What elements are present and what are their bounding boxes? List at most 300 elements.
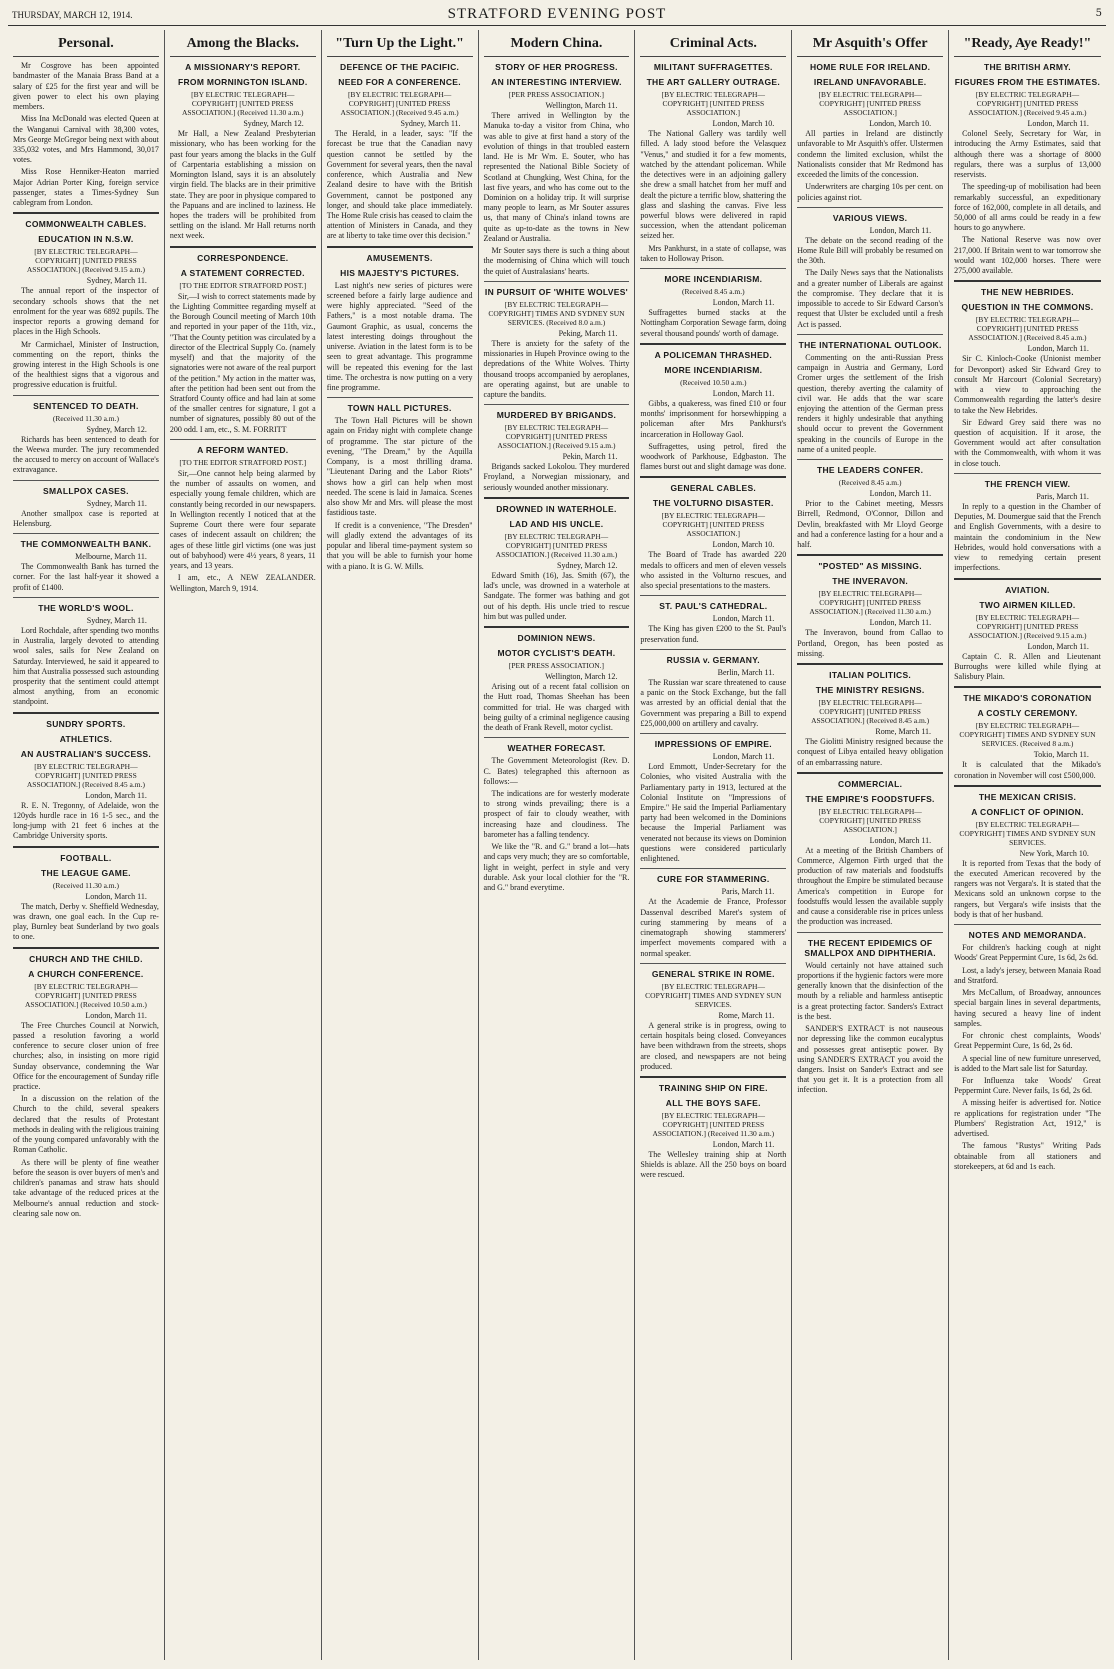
article	[327, 246, 473, 394]
article-subhead: THE MIKADO'S CORONATION	[963, 693, 1092, 704]
article-subhead: THE RECENT EPIDEMICS OF SMALLPOX AND DIPHTHERIA.	[804, 937, 936, 958]
article-paragraph: I am, etc., A NEW ZEALANDER. Wellington, March 9, 1914.	[169, 573, 316, 593]
article-divider	[484, 626, 630, 628]
article	[954, 686, 1101, 780]
dateline: London, March 11.	[1027, 641, 1089, 651]
article-paragraph: Mrs McCallum, of Broadway, announces special bargain lines in several departments, having secured a heavy line of indent samples.	[954, 988, 1101, 1028]
article	[13, 846, 159, 943]
news-column	[635, 30, 792, 1660]
article	[640, 1076, 786, 1181]
article-divider	[797, 554, 943, 556]
dateline: London, March 11.	[712, 1139, 775, 1149]
article-divider	[13, 846, 159, 848]
article-divider	[484, 737, 630, 738]
page-number: 5	[1095, 8, 1102, 19]
article-divider	[327, 397, 473, 398]
issue-date: THURSDAY, MARCH 12, 1914.	[12, 10, 133, 20]
article	[640, 595, 786, 644]
article-subhead: ATHLETICS.	[59, 733, 113, 744]
article	[797, 334, 943, 455]
article	[954, 62, 1101, 276]
article-subhead: AVIATION.	[1005, 584, 1050, 595]
wire-credit: [TO THE EDITOR STRATFORD POST.]	[179, 280, 307, 290]
article-subhead: TRAINING SHIP ON FIRE.	[658, 1082, 768, 1093]
article	[13, 212, 159, 390]
article-paragraph: At a meeting of the British Chambers of Commerce, Algernon Firth urged that the production of raw materials and foodstuffs throughout the Empire be stimulated because America's competition in Europe for foodstuffs would lessen the available supply and cause a considerable rise in prices unless the production was increased.	[797, 845, 944, 927]
dateline: London, March 11.	[869, 225, 932, 235]
article-subhead: STORY OF HER PROGRESS.	[495, 62, 618, 73]
wire-credit: (Received 8.45 a.m.)	[681, 287, 745, 297]
article-divider	[797, 663, 943, 665]
dateline: London, March 11.	[869, 489, 932, 499]
wire-credit: [BY ELECTRIC TELEGRAPH—COPYRIGHT] [UNITED PRESS ASSOCIATION.]	[661, 511, 765, 539]
dateline: Tokio, March 11.	[1033, 750, 1089, 760]
article-subhead: COMMONWEALTH CABLES.	[25, 219, 147, 230]
article-divider	[954, 686, 1101, 688]
article-paragraph: The Herald, in a leader, says: "If the forecast be true that the Canadian navy question cannot be settled by the Government for several years, then the naval conference, which Australia and New Zealand desire to have with the British Government, cannot be postponed any longer, and should take place immediately. The Home Rule crisis has ceased to claim the attention of Ministers in Canada, and they are at liberty to take time over this decision."	[326, 129, 473, 241]
article-subhead: SENTENCED TO DEATH.	[33, 400, 139, 411]
article-paragraph: For chronic chest complaints, Woods' Great Peppermint Cure, 1s 6d, 2s 6d.	[954, 1031, 1101, 1051]
wire-credit: [BY ELECTRIC TELEGRAPH—COPYRIGHT] [UNITED PRESS ASSOCIATION.] (Received 9.45 a.m.)	[340, 90, 459, 118]
article	[797, 932, 943, 1096]
wire-credit: [PER PRESS ASSOCIATION.]	[508, 90, 605, 100]
article-subhead: LAD AND HIS UNCLE.	[509, 518, 604, 529]
article-paragraph: A special line of new furniture unreserved, is added to the Mart sale list for Saturday.	[954, 1053, 1101, 1073]
article-subhead: THE BRITISH ARMY.	[984, 62, 1071, 73]
article-subhead: THE MEXICAN CRISIS.	[978, 791, 1077, 802]
dateline: Sydney, March 12.	[243, 119, 304, 129]
article-divider	[640, 1076, 786, 1078]
article-subhead: THE INTERNATIONAL OUTLOOK.	[798, 339, 942, 350]
article-paragraph: Mr Carmichael, Minister of Instruction, commenting on the report, thinks the growing interest in the High Schools is one of the healthiest signs that a vigorous and progressive education is fruitful.	[13, 339, 159, 390]
article-paragraph: The Daily News says that the Nationalists and a greater number of Liberals are against the compromise. They declare that it is impossible to accede to Sir Edward Carson's request that Ulster be excluded until a fresh Act is passed.	[797, 268, 944, 329]
article-paragraph: We like the "R. and G." brand a lot—hats and caps very much; they are so comfortable, light in weight, perfect in style and very durable. Ask your local clothier for the "R. and G." brand everytime.	[483, 842, 630, 893]
article-divider	[797, 932, 943, 933]
article-paragraph: Sir C. Kinloch-Cooke (Unionist member for Devonport) asked Sir Edward Grey to consult Mr Harcourt (Colonial Secretary) with a view to approaching the Commonwealth regarding the latter's desire to take the New Hebrides.	[954, 354, 1101, 415]
article-paragraph: Captain C. R. Allen and Lieutenant Burroughs were killed while flying at Salisbury Plain.	[954, 651, 1101, 682]
article-subhead: THE WORLD'S WOOL.	[38, 602, 134, 613]
article	[797, 62, 943, 203]
wire-credit: [BY ELECTRIC TELEGRAPH—COPYRIGHT] [UNITED PRESS ASSOCIATION.]	[818, 90, 922, 118]
article	[327, 62, 473, 242]
article-divider	[170, 439, 316, 440]
article-divider	[13, 395, 159, 396]
wire-credit: [BY ELECTRIC TELEGRAPH—COPYRIGHT] [UNITED PRESS ASSOCIATION.] (Received 9.15 a.m.)	[968, 612, 1087, 640]
article-paragraph: The Commonwealth Bank has turned the corner. For the last half-year it showed a profit of £1400.	[13, 562, 159, 592]
dateline: London, March 11.	[869, 835, 932, 845]
article-paragraph: Suffragettes, using petrol, fired the woodwork of Parkhouse, Edgbaston. The flames burst out and slight damage was done.	[640, 441, 787, 472]
column-heading: Personal.	[13, 30, 159, 57]
dateline: Pekin, March 11.	[562, 452, 618, 462]
article-paragraph: Richards has been sentenced to death for the Weewa murder. The jury recommended the accused to mercy on account of Wallace's extravagance.	[13, 434, 159, 475]
news-columns	[8, 30, 1106, 1660]
article-subhead: DEFENCE OF THE PACIFIC.	[340, 62, 460, 73]
article	[954, 578, 1101, 683]
article-subhead: HIS MAJESTY'S PICTURES.	[340, 267, 460, 278]
article-subhead: THE LEADERS CONFER.	[816, 465, 924, 476]
article-subhead: MURDERED BY BRIGANDS.	[496, 410, 617, 421]
dateline: Paris, March 11.	[1036, 491, 1089, 501]
article-paragraph: It is calculated that the Mikado's coronation in November will cost £500,000.	[954, 760, 1101, 780]
article-subhead: FOOTBALL.	[60, 852, 112, 863]
article-subhead: THE EMPIRE'S FOODSTUFFS.	[805, 793, 935, 804]
article-paragraph: The National Gallery was tardily well filled. A lady stood before the Velasquez "Venus," and studied it for a few moments, watched by the attendant policeman. While the detectives were in an adjoining gallery she drew a small hatchet from her muff and dealt the picture a terrific blow, shattering the glass and slashing the canvas. Five less powerful blows were delivered in rapid succession, when the attendant policeman seized her.	[640, 129, 787, 241]
article-subhead: SMALLPOX CASES.	[43, 485, 129, 496]
news-column	[479, 30, 636, 1660]
wire-credit: [TO THE EDITOR STRATFORD POST.]	[179, 457, 307, 467]
article-subhead: CURE FOR STAMMERING.	[657, 874, 770, 885]
article-subhead: A POLICEMAN THRASHED.	[654, 349, 773, 360]
masthead	[8, 4, 1106, 26]
article-paragraph: Lost, a lady's jersey, between Manaia Road and Stratford.	[954, 965, 1101, 985]
article-paragraph: The indications are for westerly moderate to strong winds prevailing; there is a prospect of fair to cloudy weather, with increasing haze and cloudiness. The barometer has a falling tendency.	[483, 789, 630, 839]
article-subhead: VARIOUS VIEWS.	[832, 212, 908, 223]
article	[13, 947, 159, 1219]
article-paragraph: Sir,—I wish to correct statements made by the Lighting Committee regarding myself at the Borough Council meeting of March 10th and reported in your paper of the 11th, viz., "That the County petition was circulated by a director of the Electrical Supply Co. (namely myself) and that the majority of the signatories were not aware of the real purport of the petition." My action in the matter was, after the petition had been sent out from the Stratford County office and had lain at some of the smaller centres for signature, I got a number of signatures, possibly 80 out of the 200 odd. I am, etc., S. M. FORRITT	[169, 291, 316, 434]
wire-credit: [BY ELECTRIC TELEGRAPH—COPYRIGHT] [UNITED PRESS ASSOCIATION.] (Received 8.45 a.m.)	[811, 698, 930, 726]
article-paragraph: Prior to the Cabinet meeting, Messrs Birrell, Redmond, O'Connor, Dillon and Devlin, breakfasted with Mr Lloyd George and had a conference lasting for a hour and a half.	[797, 499, 944, 550]
article-paragraph: Another smallpox case is reported at Helensburg.	[13, 508, 159, 528]
dateline: Sydney, March 11.	[86, 615, 147, 625]
article	[484, 281, 630, 400]
column-heading: "Turn Up the Light."	[327, 30, 473, 57]
article-paragraph: The Board of Trade has awarded 220 medals to officers and men of eleven vessels who assisted in the Volturno rescues, and also special presentations to the masters.	[640, 550, 787, 591]
article-divider	[13, 947, 159, 949]
article	[13, 597, 159, 708]
column-heading: "Ready, Aye Ready!"	[954, 30, 1101, 57]
wire-credit: [PER PRESS ASSOCIATION.]	[508, 661, 605, 671]
article-paragraph: The debate on the second reading of the Home Rule Bill will probably be resumed on the 30th.	[797, 235, 944, 266]
article	[327, 397, 473, 572]
wire-credit: [BY ELECTRIC TELEGRAPH—COPYRIGHT] [UNITED PRESS ASSOCIATION.] (Received 11.30 a.m.)	[181, 90, 304, 118]
article	[954, 785, 1101, 920]
article-divider	[954, 578, 1101, 580]
newspaper-title: STRATFORD EVENING POST	[447, 6, 667, 22]
article-subhead: CHURCH AND THE CHILD.	[29, 953, 143, 964]
article	[797, 663, 943, 768]
article-divider	[13, 212, 159, 214]
dateline: London, March 11.	[85, 891, 147, 901]
article	[640, 476, 786, 591]
article-divider	[640, 268, 786, 269]
article-subhead: TOWN HALL PICTURES.	[347, 403, 452, 414]
article	[13, 712, 159, 842]
article-divider	[13, 597, 159, 598]
article	[954, 924, 1101, 1172]
dateline: Sydney, March 12.	[86, 424, 147, 434]
article-divider	[640, 963, 786, 964]
article-subhead: IRELAND UNFAVORABLE.	[813, 77, 927, 88]
article-paragraph: The annual report of the inspector of secondary schools shows that the net enrolment for the year was 6892 pupils. The inspector reports a growing demand for places in the High Schools.	[13, 286, 159, 337]
article	[13, 61, 159, 208]
article	[484, 626, 630, 733]
article-paragraph: Lord Rochdale, after spending two months in Australia, largely devoted to attending wool sales, sails for New Zealand on Saturday. Interviewed, he said it appeared to him that Australia possessed such astounding prosperity that the sentiment could attempt almost anything, from an economic standpoint.	[13, 625, 159, 707]
article	[640, 343, 786, 473]
column-heading: Mr Asquith's Offer	[797, 30, 943, 57]
article	[797, 459, 943, 550]
article-divider	[327, 246, 473, 248]
article-paragraph: Miss Ina McDonald was elected Queen at the Wanganui Carnival with 38,300 votes, Mrs George McGregor being next with about 335,032 votes, and Mrs Hammond, 30,017 votes.	[13, 114, 159, 165]
article	[640, 649, 786, 729]
wire-credit: (Received 11.30 a.m.)	[52, 413, 119, 423]
article-paragraph: Last night's new series of pictures were screened before a fairly large audience and were highly appreciated. "Seed of the Fathers," is a most notable drama. The Gaumont Graphic, as usual, concerns the latest interesting doings throughout the universe. Aviation in the latest form is to be seen to great advantage. This programme will be repeated this evening for the last time. The orchestra is now putting on a very fine programme.	[326, 280, 473, 393]
wire-credit: [BY ELECTRIC TELEGRAPH—COPYRIGHT] [UNITED PRESS ASSOCIATION.]	[818, 806, 922, 834]
article	[954, 280, 1101, 469]
wire-credit: [BY ELECTRIC TELEGRAPH—COPYRIGHT] [UNITED PRESS ASSOCIATION.] (Received 9.45 a.m.)	[968, 90, 1087, 118]
article-subhead: FROM MORNINGTON ISLAND.	[178, 77, 308, 88]
article-paragraph: Mr Hall, a New Zealand Presbyterian missionary, who has been working for the past four years among the blacks in the Gulf of Carpentaria establishing a mission on Mornington Island, says it is an absolutely virgin field. The blacks are in their primitive state. They are poor in physique compared to the Papuans and are inclined to laziness. He hopes the traders will be prohibited from settling on the island. Mr Hall returns north next week.	[169, 129, 316, 241]
dateline: Berlin, March 11.	[717, 667, 775, 677]
article-subhead: A COSTLY CEREMONY.	[977, 708, 1078, 719]
article-paragraph: SANDER'S EXTRACT is not nauseous nor depressing like the common eucalyptus and possesses great antiseptic power. By using SANDER'S EXTRACT you avoid the dangers. Insist on Sander's Extract and see that you get it. It is a protection from all infection.	[797, 1024, 944, 1095]
article-subhead: EDUCATION IN N.S.W.	[38, 234, 134, 245]
article-divider	[954, 280, 1101, 282]
article-paragraph: Miss Rose Henniker-Heaton married Major Adrian Porter King, foreign service passenger, states a Times-Sydney Sun cablegram from London.	[13, 167, 159, 208]
news-column	[8, 30, 165, 1660]
dateline: Melbourne, March 11.	[75, 552, 147, 562]
article-divider	[640, 595, 786, 596]
wire-credit: [BY ELECTRIC TELEGRAPH—COPYRIGHT] TIMES AND SYDNEY SUN SERVICES.	[959, 819, 1096, 847]
article-divider	[797, 334, 943, 335]
article-divider	[13, 533, 159, 534]
article-subhead: THE NEW HEBRIDES.	[981, 287, 1074, 298]
article-paragraph: There arrived in Wellington by the Manuka to-day a visitor from China, who was able to give at first hand a story of the evolution of things in that troubled eastern land. He is Mr Wm. E. Souter, who has represented the National Bible Society of Scotland at Chungking, West China, for the last five years, and who has come out to the Dominion on a holiday trip. It will surprise many people to learn, as Mr Souter assures us, that many of China's inland towns are quite as up-to-date as the towns in New Zealand or Australia.	[483, 111, 630, 243]
article-subhead: THE MINISTRY RESIGNS.	[815, 685, 925, 696]
dateline: London, March 10.	[712, 540, 775, 550]
article-subhead: THE INVERAVON.	[832, 576, 909, 587]
article-subhead: THE COMMONWEALTH BANK.	[20, 539, 152, 550]
dateline: London, March 11.	[712, 614, 775, 624]
article-divider	[797, 207, 943, 208]
article	[640, 62, 786, 264]
article-subhead: MORE INCENDIARISM.	[664, 364, 763, 375]
article-subhead: A STATEMENT CORRECTED.	[180, 267, 305, 278]
article-paragraph: The Free Churches Council at Norwich, passed a resolution favoring a world conference to secure closer union of free churches; also, in insisting on more rigid Sunday observance, condemning the War Office for the encouragement of Sunday rifle practice.	[13, 1020, 159, 1091]
dateline: Paris, March 11.	[721, 887, 775, 897]
wire-credit: [BY ELECTRIC TELEGRAPH—COPYRIGHT] [UNITED PRESS ASSOCIATION.] (Received 10.50 a.m.)	[24, 981, 147, 1009]
dateline: London, March 11.	[85, 790, 147, 800]
wire-credit: [BY ELECTRIC TELEGRAPH—COPYRIGHT] TIMES AND SYDNEY SUN SERVICES. (Received 8 a.m.)	[959, 721, 1096, 749]
news-column	[165, 30, 322, 1660]
article-subhead: THE VOLTURNO DISASTER.	[652, 498, 774, 509]
article	[797, 207, 943, 330]
article	[484, 497, 630, 622]
article-paragraph: R. E. N. Tregonny, of Adelaide, won the 120yds hurdle race in 16 1-5 sec., and the long-jump with 21 feet 6 inches at the Cambridge University sports.	[13, 800, 159, 841]
article-subhead: IN PURSUIT OF 'WHITE WOLVES'	[484, 286, 628, 297]
article	[797, 772, 943, 928]
article-subhead: QUESTION IN THE COMMONS.	[961, 302, 1094, 313]
column-heading: Among the Blacks.	[170, 30, 316, 57]
article-subhead: "POSTED" AS MISSING.	[818, 561, 922, 572]
wire-credit: [BY ELECTRIC TELEGRAPH—COPYRIGHT] [UNITED PRESS ASSOCIATION.] (Received 8.45 a.m.)	[968, 315, 1087, 343]
column-heading: Criminal Acts.	[640, 30, 786, 57]
article	[640, 733, 786, 864]
wire-credit: (Received 10.50 a.m.)	[680, 377, 747, 387]
dateline: Rome, March 11.	[718, 1010, 775, 1020]
dateline: Sydney, March 12.	[557, 560, 618, 570]
article-divider	[13, 712, 159, 714]
article-paragraph: The Wellesley training ship at North Shields is ablaze. All the 250 boys on board were rescued.	[640, 1149, 787, 1180]
article-divider	[13, 480, 159, 481]
article-subhead: MILITANT SUFFRAGETTES.	[653, 62, 773, 73]
article-subhead: NOTES AND MEMORANDA.	[968, 930, 1087, 941]
article	[13, 480, 159, 529]
article	[640, 268, 786, 339]
article-subhead: ST. PAUL'S CATHEDRAL.	[659, 601, 768, 612]
article-paragraph: In a discussion on the relation of the Church to the child, several speakers declared that the results of Protestant methods in dealing with the religious training of the young compared unfavorably with the Roman Catholic.	[13, 1094, 159, 1155]
article-subhead: DROWNED IN WATERHOLE.	[496, 503, 617, 514]
article-divider	[954, 785, 1101, 787]
wire-credit: [BY ELECTRIC TELEGRAPH—COPYRIGHT] [UNITED PRESS ASSOCIATION.] (Received 11.30 a.m.)	[495, 531, 618, 559]
article-divider	[797, 772, 943, 774]
article-subhead: THE ART GALLERY OUTRAGE.	[646, 77, 781, 88]
dateline: London, March 11.	[1027, 119, 1089, 129]
article-subhead: GENERAL CABLES.	[670, 483, 757, 494]
article-subhead: THE FRENCH VIEW.	[984, 478, 1071, 489]
article-paragraph: Colonel Seely, Secretary for War, in introducing the Army Estimates, said that although there was a shortage of 8000 regulars, there was a surplus of 13,000 reservists.	[954, 129, 1101, 180]
dateline: London, March 11.	[869, 618, 932, 628]
article-subhead: NEED FOR A CONFERENCE.	[338, 77, 461, 88]
dateline: Wellington, March 12.	[545, 672, 618, 682]
article-subhead: COMMERCIAL.	[838, 778, 903, 789]
article-subhead: MORE INCENDIARISM.	[664, 274, 763, 285]
column-heading: Modern China.	[484, 30, 630, 57]
dateline: London, March 10.	[869, 119, 932, 129]
article-divider	[640, 343, 786, 345]
article	[13, 533, 159, 593]
article-subhead: GENERAL STRIKE IN ROME.	[651, 968, 775, 979]
article-divider	[640, 733, 786, 734]
article-paragraph: It is reported from Texas that the body of the executed American recovered by the rangers was not Vergara's. It is stated that the Mexicans sold an unknown corpse to the rangers, but Vergara's wife insists that the body is that of her husband.	[954, 858, 1101, 919]
article	[170, 246, 316, 435]
news-column	[949, 30, 1106, 1660]
article-paragraph: Lord Emmott, Under-Secretary for the Colonies, who visited Australia with the Parliamentary party in 1913, lectured at the Colonial Institute on "Impressions of Empire." He said the Imperial Parliamentary party had been welcomed in the Dominions because the Imperial Parliament was venerated not because its views on Dominion questions were considered particularly enlightened.	[640, 762, 787, 864]
wire-credit: (Received 11.30 a.m.)	[52, 880, 119, 890]
article	[640, 868, 786, 958]
article-subhead: TWO AIRMEN KILLED.	[979, 599, 1076, 610]
article-subhead: ALL THE BOYS SAFE.	[665, 1097, 761, 1108]
article-divider	[954, 924, 1101, 925]
wire-credit: [BY ELECTRIC TELEGRAPH—COPYRIGHT] TIMES AND SYDNEY SUN SERVICES.	[645, 981, 782, 1009]
article-paragraph: For children's hacking cough at night Woods' Great Peppermint Cure, 1s 6d, 2s 6d.	[954, 943, 1101, 963]
article-paragraph: At the Academie de France, Professor Dassenval described Maret's system of curing stammering by means of a cinematograph showing stammerers' imperfect movements compared with a normal speaker.	[640, 897, 787, 958]
article-paragraph: Mrs Pankhurst, in a state of collapse, was taken to Holloway Prison.	[640, 243, 787, 263]
wire-credit: [BY ELECTRIC TELEGRAPH—COPYRIGHT] [UNITED PRESS ASSOCIATION.] (Received 11.30 a.m.)	[652, 1110, 775, 1138]
article-paragraph: The famous "Rustys" Writing Pads obtainable from all stationers and storekeepers, at 6d and 1s each.	[954, 1141, 1101, 1171]
article-paragraph: As there will be plenty of fine weather before the season is over buyers of men's and children's panamas and straw hats should take advantage of the reduced prices at the Melbourne's annual reduction and stock-clearing sale now on.	[13, 1157, 159, 1218]
article-paragraph: The Inveravon, bound from Callao to Portland, Oregon, has been posted as missing.	[797, 628, 944, 658]
article-subhead: IMPRESSIONS OF EMPIRE.	[654, 739, 772, 750]
article-paragraph: The Town Hall Pictures will be shown again on Friday night with complete change of programme. The star picture of the evening, "The Dream," by the Aquilla Company, is a most thrilling drama. "Lieutenant Daring and the Labor Riots" shows how a girl can help when most needed. The scene is laid in Jamaica. Scenes also show Mr and Mrs. will please the most fastidious taste.	[326, 416, 473, 518]
dateline: Wellington, March 11.	[545, 101, 618, 111]
article	[170, 62, 316, 242]
article-divider	[484, 497, 630, 499]
dateline: London, March 11.	[1027, 344, 1089, 354]
dateline: London, March 11.	[712, 752, 775, 762]
dateline: London, March 10.	[712, 119, 775, 129]
article	[484, 737, 630, 893]
article-paragraph: Mr Souter says there is such a thing about the modernising of China which will touch the quiet of Australasians' hearts.	[483, 246, 630, 276]
article-divider	[797, 459, 943, 460]
article-subhead: HOME RULE FOR IRELAND.	[809, 62, 931, 73]
article-subhead: AMUSEMENTS.	[366, 252, 433, 263]
dateline: Rome, March 11.	[875, 727, 932, 737]
article-paragraph: A missing heifer is advertised for. Notice re applications for registration under "The Plumbers' Registration Act, 1912," is advertised.	[954, 1098, 1101, 1139]
article-paragraph: There is anxiety for the safety of the missionaries in Hupeh Province owing to the depredations of the White Wolves. Thirty thousand troops accompanied by aeroplanes, are operating against, but are unable to capture the bandits.	[483, 338, 630, 400]
article-subhead: THE LEAGUE GAME.	[41, 867, 131, 878]
article-paragraph: Commenting on the anti-Russian Press campaign in Austria and Germany, Lord Cromer urges the settlement of the Irish question, thereby averting the calamity of civil war. He adds that the war scare enjoying the attention of the German press renders it highly undesirable that anything should occur to prevent the Government speaking in the councils of Europe in the name of a united people.	[797, 352, 944, 454]
article-paragraph: Edward Smith (16), Jas. Smith (67), the lad's uncle, was drowned in a waterhole at Sandgate. The former was bathing and got out of his depth. His uncle tried to rescue him but was pulled under.	[483, 570, 630, 621]
article-divider	[640, 476, 786, 478]
wire-credit: (Received 8.45 a.m.)	[838, 478, 902, 488]
article-paragraph: Arising out of a recent fatal collision on the Hutt road, Thomas Sheehan has been committed for trial. He was charged with being guilty of a criminal negligence causing the death of Frank Revell, motor cyclist.	[483, 682, 630, 733]
article-paragraph: The King has given £200 to the St. Paul's preservation fund.	[640, 624, 787, 644]
article-paragraph: The Russian war scare threatened to cause a panic on the Stock Exchange, but the fall was arrested by an official denial that the Government was preparing a Bill to expend £25,000,000 on artillery and cavalry.	[640, 677, 787, 728]
article-paragraph: Sir,—One cannot help being alarmed by the number of assaults on women, and especially young female children, which are constantly being recorded in our newspapers. In Wellington recently I noticed that at the Supreme Court there were four separate cases of indecent assault on children; the ages of these little girl victims (one was just out of babyhood) were 4½ years, 8 years, 11 years, and 13 years.	[169, 468, 316, 571]
article-subhead: RUSSIA v. GERMANY.	[666, 654, 760, 665]
article-subhead: FIGURES FROM THE ESTIMATES.	[954, 77, 1101, 88]
article-divider	[640, 649, 786, 650]
article-subhead: ITALIAN POLITICS.	[829, 670, 912, 681]
article-divider	[484, 404, 630, 405]
article-paragraph: The Government Meteorologist (Rev. D. C. Bates) telegraphed this afternoon as follows:—	[483, 756, 630, 786]
article-subhead: CORRESPONDENCE.	[197, 252, 289, 263]
article	[954, 473, 1101, 574]
wire-credit: [BY ELECTRIC TELEGRAPH—COPYRIGHT] [UNITED PRESS ASSOCIATION.] (Received 11.30 a.m.)	[809, 589, 931, 617]
article-divider	[484, 281, 630, 282]
dateline: New York, March 10.	[1019, 848, 1089, 858]
article-paragraph: The speeding-up of mobilisation had been remarkably successful, an expeditionary force of 162,000, complete in all details, and 50,000 of all arms could be ready in a few hours to go anywhere.	[954, 182, 1101, 233]
article-paragraph: For Influenza take Woods' Great Peppermint Cure. Never fails, 1s 6d, 2s 6d.	[954, 1075, 1101, 1096]
dateline: London, March 11.	[712, 298, 775, 308]
wire-credit: [BY ELECTRIC TELEGRAPH—COPYRIGHT] TIMES AND SYDNEY SUN SERVICES. (Received 8.0 a.m.)	[488, 299, 625, 327]
dateline: Peking, March 11.	[558, 328, 618, 338]
wire-credit: [BY ELECTRIC TELEGRAPH—COPYRIGHT] [UNITED PRESS ASSOCIATION.] (Received 8.45 a.m.)	[26, 761, 145, 789]
article	[797, 554, 943, 659]
article-paragraph: The National Reserve was now over 217,000. If Britain went to war tomorrow she would want 102,000 horses. There were 275,000 available.	[954, 235, 1101, 276]
article-paragraph: Would certainly not have attained such proportions if the hygienic factors were more generally known that the disinfection of the mouth by a reliable and harmless antiseptic is a great protecting factor. Sanders's Extract is the best.	[797, 960, 944, 1021]
wire-credit: [BY ELECTRIC TELEGRAPH—COPYRIGHT] [UNITED PRESS ASSOCIATION.] (Received 9.15 a.m.)	[26, 247, 145, 275]
article	[640, 963, 786, 1072]
article-paragraph: In reply to a question in the Chamber of Deputies, M. Doumergue said that the French and English Governments, with a desire to maintain the condominium in the New Hebrides, would hold conversations with a view to remedying certain present imperfections.	[954, 501, 1101, 573]
dateline: Sydney, March 11.	[86, 498, 147, 508]
dateline: Sydney, March 11.	[400, 119, 461, 129]
article-divider	[170, 246, 316, 248]
article-subhead: A CONFLICT OF OPINION.	[971, 806, 1084, 817]
article	[13, 395, 159, 476]
article-paragraph: Gibbs, a quakeress, was fined £10 or four months' imprisonment for horsewhipping a policeman after Mrs Pankhurst's incarceration in Holloway Gaol.	[640, 398, 787, 439]
article	[170, 439, 316, 594]
wire-credit: [BY ELECTRIC TELEGRAPH—COPYRIGHT] [UNITED PRESS ASSOCIATION.] (Received 9.15 a.m.)	[497, 423, 616, 451]
article-paragraph: A general strike is in progress, owing to certain hospitals being closed. Conveyances have been withdrawn from the streets, shops are closed, and newspapers are not being produced.	[640, 1020, 787, 1071]
news-column	[792, 30, 949, 1660]
article	[484, 404, 630, 493]
dateline: London, March 11.	[85, 1010, 147, 1020]
article-subhead: AN INTERESTING INTERVIEW.	[491, 77, 622, 88]
article-divider	[640, 868, 786, 869]
article-subhead: SUNDRY SPORTS.	[46, 718, 126, 729]
article-subhead: A MISSIONARY'S REPORT.	[185, 62, 301, 73]
article	[484, 62, 630, 277]
article-paragraph: Suffragettes burned stacks at the Nottingham Corporation Sewage farm, doing several thousand pounds' worth of damage.	[640, 308, 787, 338]
article-subhead: DOMINION NEWS.	[517, 633, 596, 644]
article-paragraph: Brigands sacked Lokolou. They murdered Froyland, a Norwegian missionary, and seriously wounded another missionary.	[483, 462, 630, 492]
article-divider	[954, 473, 1101, 474]
article-paragraph: The match, Derby v. Sheffield Wednesday, was drawn, one goal each. In the Cup re-play, Burnley beat Sunderland by two goals to one.	[13, 901, 159, 942]
article-paragraph: All parties in Ireland are distinctly unfavorable to Mr Asquith's offer. Ulstermen condemn the limited exclusion, whilst the Nationalists consider that Mr Redmond has exceeded the limits of the concession.	[797, 129, 944, 180]
dateline: Sydney, March 11.	[86, 276, 147, 286]
article-paragraph: Sir Edward Grey said there was no question of acquisition. If it arose, the Government would act after consultation with the Commonwealth, with whom it was in close touch.	[954, 417, 1101, 468]
